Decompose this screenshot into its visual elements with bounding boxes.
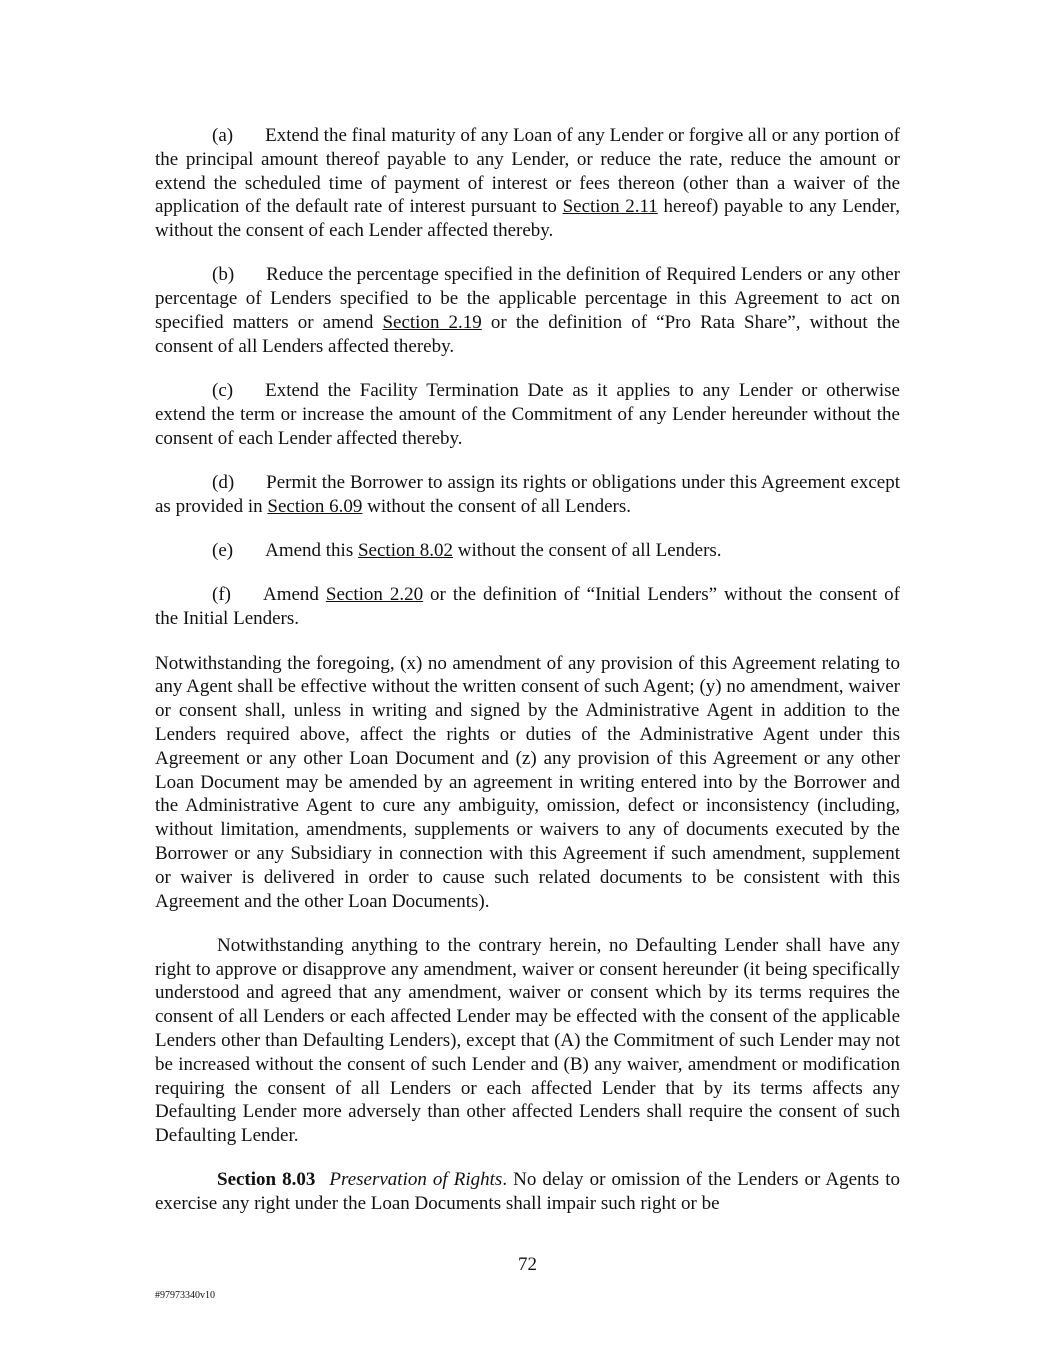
clause-text: Reduce the percentage specified in the definition of Required Lenders or any other percentage of Lenders specified to be the applicable percentage in this Agreement to act on specified matters or amend xyxy=(155,264,900,334)
clause-text: without the consent of all Lenders. xyxy=(452,540,722,562)
document-body xyxy=(155,124,900,1216)
clause-b xyxy=(155,263,900,358)
clause-label: (f) xyxy=(212,584,231,606)
section-reference: Section 8.02 xyxy=(357,540,453,562)
section-reference: Section 2.19 xyxy=(382,312,482,334)
clause-a xyxy=(155,124,900,243)
section-reference: Section 2.11 xyxy=(562,196,658,218)
clause-text: hereof) payable to any Lender, without the consent of each Lender affected thereby. xyxy=(155,196,900,242)
clause-text: without the consent of all Lenders. xyxy=(362,495,631,517)
clause-label: (a) xyxy=(212,125,234,146)
clause-label: (d) xyxy=(212,472,235,494)
document-id: #97973340v10 xyxy=(155,1290,215,1301)
clause-text: Amend this xyxy=(265,540,358,562)
notwithstanding-foregoing-paragraph: Notwithstanding the foregoing, (x) no amendment of any provision of this Agreement relating to any Agent shall be effective without the written consent of such Agent; (y) no amendment, waiver or consent shall, unless in writing and signed by the Administrative Agent in addition to the Lenders required above, affect the rights or duties of the Administrative Agent under this Agreement or any other Loan Document and (z) any provision of this Agreement or any other Loan Document may be amended by an agreement in writing entered into by the Borrower and the Administrative Agent to cure any ambiguity, omission, defect or inconsistency (including, without limitation, amendments, supplements or waivers to any of documents executed by the Borrower or any Subsidiary in connection with this Agreement if such amendment, supplement or waiver is delivered in order to cause such related documents to be consistent with this Agreement and the other Loan Documents). xyxy=(155,652,900,912)
page-number: 72 xyxy=(518,1254,537,1275)
section-8-03-paragraph xyxy=(155,1168,900,1216)
clause-text: or the definition of “Initial Lenders” without the consent of the Initial Lenders. xyxy=(155,584,901,630)
clause-d xyxy=(155,471,900,519)
section-reference: Section 2.20 xyxy=(325,584,424,606)
clause-c xyxy=(155,379,900,450)
section-text: . No delay or omission of the Lenders or Agents to exercise any right under the Loan Documents shall impair such right or be xyxy=(155,1169,901,1215)
section-reference: Section 6.09 xyxy=(267,495,363,517)
clause-text: Permit the Borrower to assign its rights or obligations under this Agreement except as provided in xyxy=(155,472,900,517)
section-number: Section 8.03 xyxy=(217,1169,316,1191)
clause-e xyxy=(155,539,900,563)
clause-label: (c) xyxy=(212,380,234,402)
section-title: Preservation of Rights xyxy=(329,1169,503,1191)
clause-text: Amend xyxy=(262,584,326,606)
notwithstanding-anything-paragraph: Notwithstanding anything to the contrary herein, no Defaulting Lender shall have any right to approve or disapprove any amendment, waiver or consent hereunder (it being specifically understood and agreed that any amendment, waiver or consent which by its terms requires the consent of all Lenders or each affected Lender may be effected with the consent of the applicable Lenders other than Defaulting Lenders), except that (A) the Commitment of such Lender may not be increased without the consent of such Lender and (B) any waiver, amendment or modification requiring the consent of all Lenders or each affected Lender that by its terms affects any Defaulting Lender more adversely than other affected Lenders shall require the consent of such Defaulting Lender. xyxy=(155,934,900,1147)
clause-f xyxy=(155,583,900,631)
clause-text: Extend the Facility Termination Date as it applies to any Lender or otherwise extend the term or increase the amount of the Commitment of any Lender hereunder without the consent of each Lender affected thereby. xyxy=(155,380,900,449)
clause-label: (b) xyxy=(212,264,235,286)
clause-text: Extend the final maturity of any Loan of any Lender or forgive all or any portion of the principal amount thereof payable to any Lender, or reduce the rate, reduce the amount or extend the scheduled time of payment of interest or fees thereon (other than a waiver of the application of the default rate of interest pursuant to xyxy=(155,125,900,218)
clause-label: (e) xyxy=(212,540,234,562)
clause-text: or the definition of “Pro Rata Share”, without the consent of all Lenders affected thereby. xyxy=(155,312,900,357)
